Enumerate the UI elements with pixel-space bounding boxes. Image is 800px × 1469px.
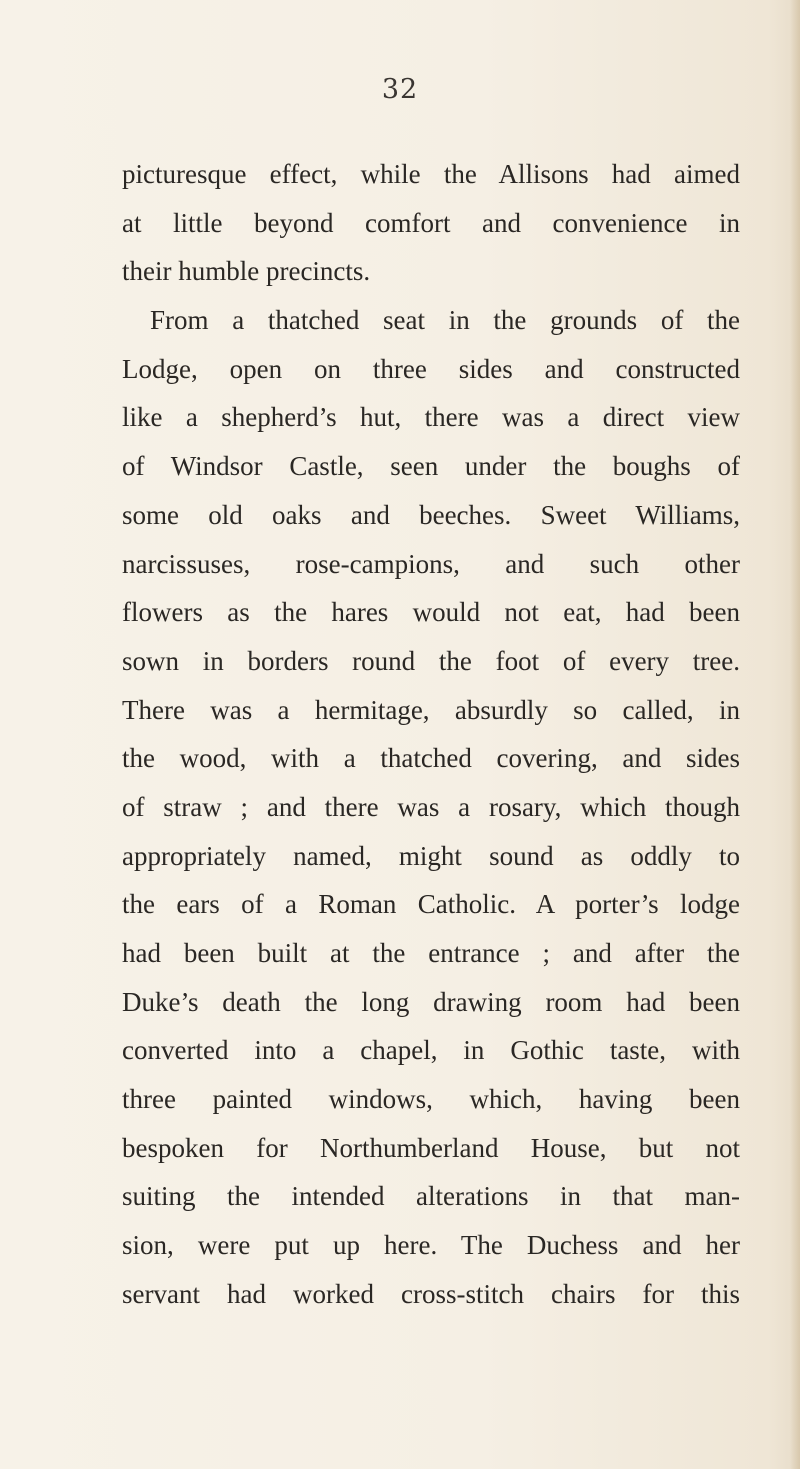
- text-line: Lodge, open on three sides and constructed: [122, 353, 740, 384]
- text-line: of straw ; and there was a rosary, which though: [122, 791, 740, 822]
- text-line: picturesque effect, while the Allisons had aimed: [122, 159, 740, 189]
- text-line: the ears of a Roman Catholic. A porter’s lodge: [122, 889, 740, 920]
- text-line: appropriately named, might sound as oddly to: [122, 840, 740, 871]
- text-line: their humble precincts.: [122, 256, 371, 287]
- text-line: converted into a chapel, in Gothic taste, with: [122, 1035, 740, 1066]
- text-line: There was a hermitage, absurdly so called, in: [122, 694, 740, 725]
- page-edge-shadow: [790, 0, 800, 1469]
- text-line: narcissuses, rose-campions, and such other: [122, 548, 740, 579]
- text-line: the wood, with a thatched covering, and sides: [122, 743, 740, 774]
- body-text: [122, 150, 740, 1319]
- text-line: three painted windows, which, having been: [122, 1084, 740, 1115]
- text-line: like a shepherd’s hut, there was a direct view: [122, 402, 740, 433]
- text-line: suiting the intended alterations in that man-: [122, 1181, 740, 1212]
- text-line: sion, were put up here. The Duchess and her: [122, 1230, 740, 1261]
- text-line: flowers as the hares would not eat, had been: [122, 597, 740, 628]
- text-line: servant had worked cross-stitch chairs for this: [122, 1278, 740, 1309]
- text-line: at little beyond comfort and convenience in: [122, 207, 740, 238]
- text-line: some old oaks and beeches. Sweet Williams,: [122, 499, 740, 530]
- text-line: sown in borders round the foot of every tree.: [122, 645, 740, 676]
- page-number: 32: [381, 74, 419, 105]
- text-line: Duke’s death the long drawing room had been: [122, 986, 740, 1017]
- text-line: bespoken for Northumberland House, but not: [122, 1132, 740, 1163]
- text-line: had been built at the entrance ; and after the: [122, 938, 740, 968]
- text-line: From a thatched seat in the grounds of the: [150, 305, 740, 336]
- text-line: of Windsor Castle, seen under the boughs of: [122, 451, 740, 482]
